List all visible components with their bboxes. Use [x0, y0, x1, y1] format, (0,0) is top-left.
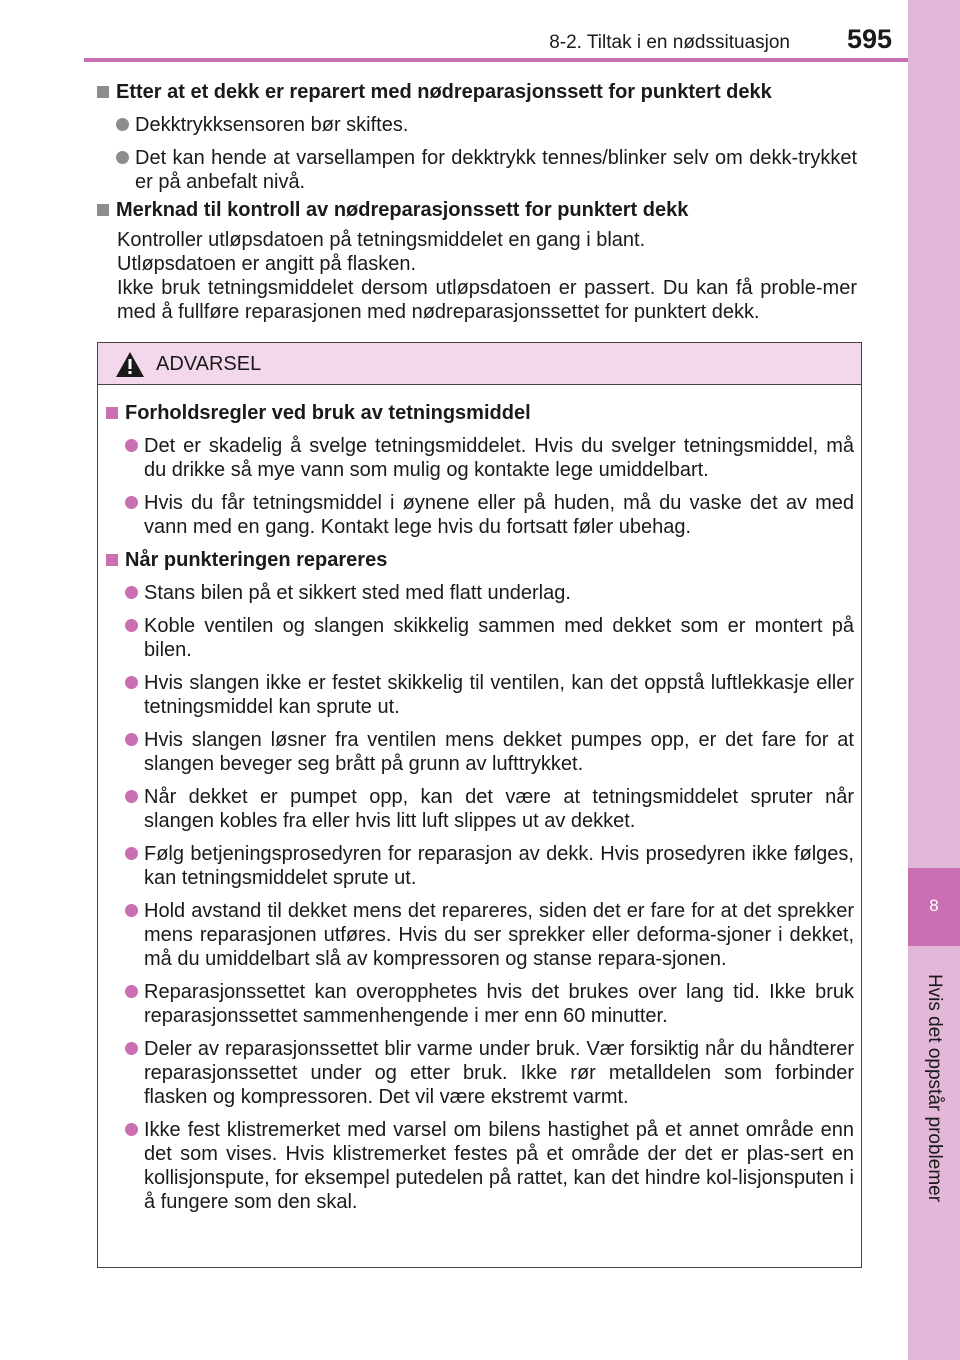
warning-title: ADVARSEL: [156, 353, 262, 375]
list-item: Det er skadelig å svelge tetningsmiddelet. Hvis du svelger tetningsmiddel, må du drikke så mye vann som mulig og kontakte lege umiddelbart.: [106, 434, 854, 482]
circle-bullet-icon: [125, 1042, 138, 1055]
circle-bullet-icon: [125, 985, 138, 998]
list-item: Koble ventilen og slangen skikkelig sammen med dekket som er montert på bilen.: [106, 614, 854, 662]
list-item: Når dekket er pumpet opp, kan det være at tetningsmiddelet spruter når slangen kobles fra eller hvis litt luft slippes ut av dekket.: [106, 785, 854, 833]
warning-header: [98, 343, 861, 385]
list-item: Stans bilen på et sikkert sted med flatt underlag.: [106, 581, 854, 605]
section-title: 8-2. Tiltak i en nødssituasjon: [549, 32, 790, 53]
circle-bullet-icon: [125, 439, 138, 452]
list-item: Hvis slangen løsner fra ventilen mens dekket pumpes opp, er det fare for at slangen beveger seg brått på grunn av lufttrykket.: [106, 728, 854, 776]
warning-section-heading: Når punkteringen repareres: [106, 548, 854, 572]
circle-bullet-icon: [125, 1123, 138, 1136]
warning-box: [97, 342, 862, 1268]
section-kit-check: [97, 198, 857, 324]
list-item: Deler av reparasjonssettet blir varme under bruk. Vær forsiktig når du håndterer reparasjonssettet under og etter bruk. Ikke rør metalldelen som forbinder flasken og kompressoren. Det vil være ekstremt varmt.: [106, 1037, 854, 1109]
section-heading: Etter at et dekk er reparert med nødreparasjonssett for punktert dekk: [97, 80, 857, 104]
circle-bullet-icon: [125, 733, 138, 746]
circle-bullet-icon: [125, 619, 138, 632]
list-item: Hold avstand til dekket mens det repareres, siden det er fare for at det sprekker mens reparasjonen utføres. Hvis du ser sprekker eller deforma-sjoner i dekket, må du umiddelbart slå av kompressoren og stanse repara-sjonen.: [106, 899, 854, 971]
circle-bullet-icon: [125, 496, 138, 509]
square-bullet-icon: [106, 554, 118, 566]
circle-bullet-icon: [116, 151, 129, 164]
circle-bullet-icon: [125, 790, 138, 803]
square-bullet-icon: [97, 204, 109, 216]
warning-section-heading: Forholdsregler ved bruk av tetningsmiddel: [106, 401, 854, 425]
warning-body: [106, 401, 854, 1214]
list-item: Ikke fest klistremerket med varsel om bilens hastighet på et annet område enn det som vises. Hvis klistremerket festes på et område der det er plas-sert en kollisjonspute, for eksempel putedelen på rattet, kan det hindre kol-lisjonsputen i å fungere som den skal.: [106, 1118, 854, 1214]
section-heading: Merknad til kontroll av nødreparasjonssett for punktert dekk: [97, 198, 857, 222]
circle-bullet-icon: [125, 904, 138, 917]
list-item: Det kan hende at varsellampen for dekktrykk tennes/blinker selv om dekk-trykket er på anbefalt nivå.: [97, 146, 857, 194]
section-after-repair: [97, 80, 857, 194]
list-item: Hvis slangen ikke er festet skikkelig til ventilen, kan det oppstå luftlekkasje eller tetningsmiddel kan sprute ut.: [106, 671, 854, 719]
paragraph: Kontroller utløpsdatoen på tetningsmiddelet en gang i blant. Utløpsdatoen er angitt på flasken. Ikke bruk tetningsmiddelet dersom utløpsdatoen er passert. Du kan få proble-mer med å fullføre reparasjonen med nødreparasjonssettet for punktert dekk.: [117, 229, 857, 323]
list-item: Dekktrykksensoren bør skiftes.: [97, 113, 857, 137]
list-item: Hvis du får tetningsmiddel i øynene eller på huden, må du vaske det av med vann med en gang. Kontakt lege hvis du fortsatt føler ubehag.: [106, 491, 854, 539]
square-bullet-icon: [97, 86, 109, 98]
list-item: Reparasjonssettet kan overopphetes hvis det brukes over lang tid. Ikke bruk reparasjonssettet sammenhengende i mer enn 60 minutter.: [106, 980, 854, 1028]
page-number: 595: [846, 24, 892, 54]
square-bullet-icon: [106, 407, 118, 419]
chapter-tab: [908, 868, 960, 946]
circle-bullet-icon: [125, 586, 138, 599]
chapter-title: Hvis det oppstår problemer: [924, 973, 945, 1203]
list-item: Følg betjeningsprosedyren for reparasjon av dekk. Hvis prosedyren ikke følges, kan tetningsmiddelet sprute ut.: [106, 842, 854, 890]
warning-triangle-icon: [115, 351, 145, 378]
chapter-number: 8: [929, 896, 939, 915]
circle-bullet-icon: [116, 118, 129, 131]
circle-bullet-icon: [125, 847, 138, 860]
header-rule: [84, 58, 912, 62]
circle-bullet-icon: [125, 676, 138, 689]
